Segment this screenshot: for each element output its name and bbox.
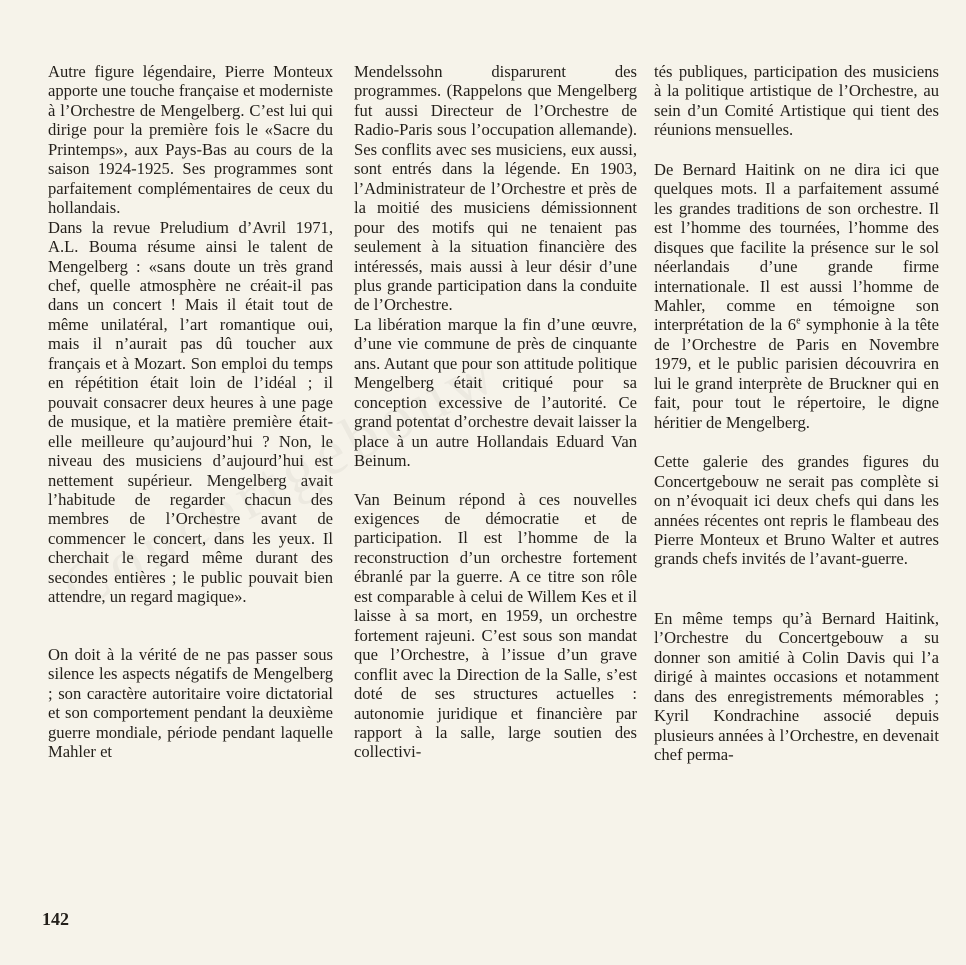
paragraph-part: De Bernard Haitink on ne dira ici que quelques mots. Il a parfaitement assumé les grandes traditions de son orchestre. Il est l’homme des tournées, l’homme des disques que facilite la présence sur le sol néerlandais d’une grande firme internationale. Il est aussi l’homme de Mahler, comme en témoigne son interprétation de la 6 xyxy=(654,159,939,335)
superscript: e xyxy=(796,315,801,327)
paragraph: Van Beinum répond à ces nouvelles exigences de démocratie et de participation. Il est l’homme de la reconstruction d’un orchestre fortement ébranlé par la guerre. A ce titre son rôle est comparable à celui de Willem Kes et il laisse à sa mort, en 1959, un orchestre fortement rajeuni. C’est sous son mandat que l’Orchestre, à l’issue d’un grave conflit avec la Direction de la Salle, s’est doté de ses structures actuelles : autonomie juridique et financière par rapport à la salle, large soutien des collectivi- xyxy=(354,489,637,762)
paragraph: tés publiques, participation des musiciens à la politique artistique de l’Orchestre, au sein d’un Comité Artistique qui tient des réunions mensuelles. xyxy=(654,62,939,140)
paragraph: Autre figure légendaire, Pierre Monteux apporte une touche française et moderniste à l’Orchestre de Mengelberg. C’est lui qui dirige pour la première fois le «Sacre du Printemps», aux Pays-Bas au cours de la saison 1924-1925. Ses programmes sont parfaitement complémentaires de ceux du hollandais. xyxy=(48,62,333,218)
paragraph xyxy=(654,160,939,432)
paragraph-part: symphonie à la tête de l’Orchestre de Paris en Novembre 1979, et le public parisien découvrira en lui le grand interprète de Bruckner qui en fait, pour tout le répertoire, le digne héritier de Mengelberg. xyxy=(654,315,939,432)
page-number: 142 xyxy=(42,909,69,929)
text-column-2 xyxy=(354,62,637,762)
paragraph: Dans la revue Preludium d’Avril 1971, A.L. Bouma résume ainsi le talent de Mengelberg : «sans doute un très grand chef, quelle atmosphère ne créait-il pas dans un concert ! Mais il était tout de même unilatéral, l’art romantique oui, mais il n’aurait pas dû toucher aux français et à Mozart. Son emploi du temps en répétition était loin de l’idéal ; il pouvait consacrer deux heures à une page de musique, et la matière première était-elle meilleure qu’aujourd’hui ? Non, le niveau des musiciens d’aujourd’hui est nettement supérieur. Mengelberg avait l’habitude de regarder chacun des membres de l’Orchestre avant de commencer le concert, dans les yeux. Il cherchait le regard même durant des secondes entières ; le public pouvait bien attendre, un regard magique». xyxy=(48,217,333,607)
paragraph: On doit à la vérité de ne pas passer sous silence les aspects négatifs de Mengelberg ; son caractère autoritaire voire dictatorial et son comportement pendant la deuxième guerre mondiale, période pendant laquelle Mahler et xyxy=(48,644,333,761)
text-column-1 xyxy=(48,62,333,761)
paragraph: En même temps qu’à Bernard Haitink, l’Orchestre du Concertgebouw a su donner son amitié à Colin Davis qui l’a dirigé à maintes occasions et notamment dans des enregistrements mémorables ; Kyril Kondrachine associé depuis plusieurs années à l’Orchestre, en devenait chef perma- xyxy=(654,608,939,765)
paragraph: Mendelssohn disparurent des programmes. (Rappelons que Mengelberg fut aussi Directeur de l’Orchestre de Radio-Paris sous l’occupation allemande). Ses conflits avec ses musiciens, eux aussi, sont entrés dans la légende. En 1903, l’Administrateur de l’Orchestre et près de la moitié des musiciens démissionnent pour des motifs qui ne tenaient pas seulement à la situation financière des intéressés, mais aussi à leur désir d’une plus grande participation dans la conduite de l’Orchestre. xyxy=(354,62,637,315)
text-column-3 xyxy=(654,62,939,765)
paragraph: La libération marque la fin d’une œuvre, d’une vie commune de près de cinquante ans. Autant que pour son attitude politique Mengelberg était critiqué pour sa conception excessive de l’autorité. Ce grand potentat d’orchestre devait laisser la place à un autre Hollandais Eduard Van Beinum. xyxy=(354,314,637,471)
paragraph: Cette galerie des grandes figures du Concertgebouw ne serait pas complète si on n’évoquait ici deux chefs qui dans les années récentes ont repris le flambeau des Pierre Monteux et Bruno Walter et autres grands chefs invités de l’avant-guerre. xyxy=(654,452,939,569)
